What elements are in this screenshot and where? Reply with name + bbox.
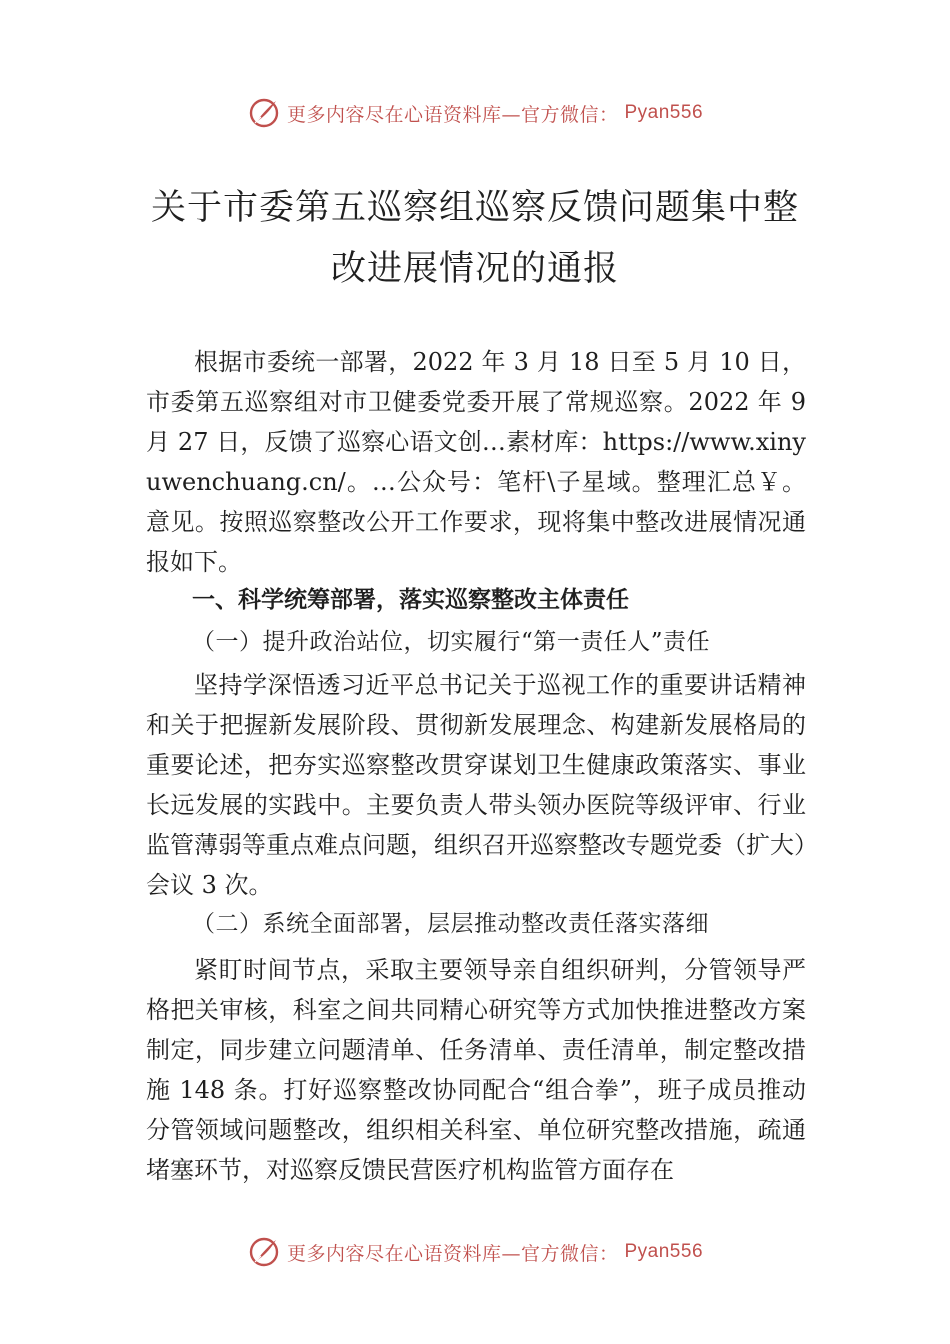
watermark-handle: Pyan556 [624, 1241, 704, 1262]
watermark-text: 更多内容尽在心语资料库—官方微信： [286, 1242, 619, 1265]
section-1-1-body [146, 665, 806, 905]
title-line-2: 改进展情况的通报 [330, 249, 619, 289]
watermark-text: 更多内容尽在心语资料库—官方微信： [286, 103, 619, 126]
footer-watermark [0, 1235, 950, 1269]
intro-block [146, 342, 806, 582]
section-1-2-heading: （二）系统全面部署，层层推动整改责任落实落细 [192, 911, 709, 937]
section-1-2 [146, 904, 806, 944]
quill-logo-icon [247, 96, 281, 130]
section-1-heading: 一、科学统筹部署，落实巡察整改主体责任 [192, 587, 629, 613]
header-watermark [0, 96, 950, 130]
watermark-handle: Pyan556 [624, 102, 704, 123]
section-1-1-heading: （一）提升政治站位，切实履行“第一责任人”责任 [192, 629, 711, 655]
section-1-1-paragraph: 坚持学深悟透习近平总书记关于巡视工作的重要讲话精神和关于把握新发展阶段、贯彻新发展理念、构建新发展格局的重要论述，把夯实巡察整改贯穿谋划卫生健康政策落实、事业长远发展的实践中。主要负责人带头领办医院等级评审、行业监管薄弱等重点难点问题，组织召开巡察整改专题党委（扩大）会议 3 次。 [146, 671, 806, 899]
section-1 [146, 580, 806, 620]
intro-paragraph: 根据市委统一部署，2022 年 3 月 18 日至 5 月 10 日，市委第五巡察组对市卫健委党委开展了常规巡察。2022 年 9 月 27 日，反馈了巡察心语文创…素材库：https://www.xinyuwenchuang.cn/。…公众号：笔杆\子星域。整理汇总￥。意见。按照巡察整改公开工作要求，现将集中整改进展情况通报如下。 [146, 348, 806, 576]
document-title [120, 178, 830, 300]
quill-logo-icon [247, 1235, 281, 1269]
section-1-1 [146, 622, 806, 662]
title-line-1: 关于市委第五巡察组巡察反馈问题集中整 [150, 188, 799, 228]
section-1-2-body [146, 950, 806, 1190]
section-1-2-paragraph: 紧盯时间节点，采取主要领导亲自组织研判，分管领导严格把关审核，科室之间共同精心研究等方式加快推进整改方案制定，同步建立问题清单、任务清单、责任清单，制定整改措施 148 条。打好巡察整改协同配合“组合拳”，班子成员推动分管领域问题整改，组织相关科室、单位研究整改措施，疏通堵塞环节，对巡察反馈民营医疗机构监管方面存在 [146, 956, 806, 1184]
